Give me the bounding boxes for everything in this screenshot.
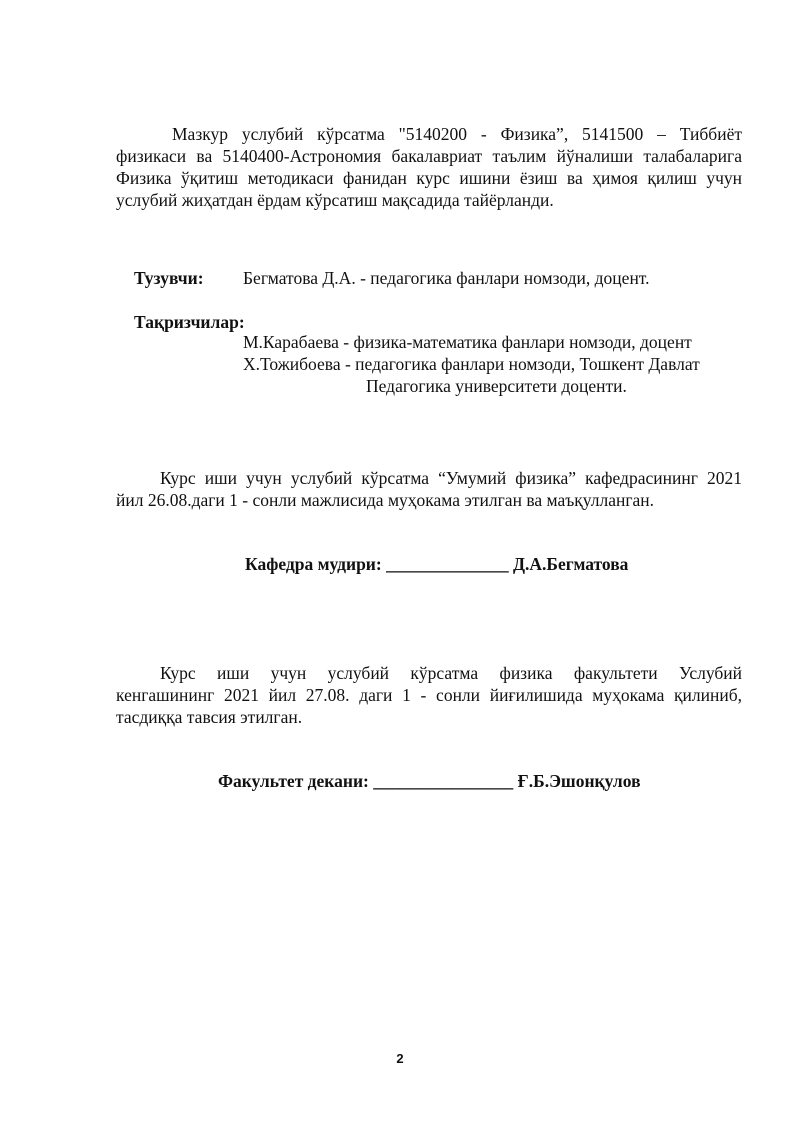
intro-line-1: Мазкур услубий кўрсатма "5140200 - Физика”, 5141500 – Тиббиёт	[172, 124, 742, 144]
reviewer-2: Х.Тожибоева - педагогика фанлари номзоди, Тошкент Давлат	[243, 354, 700, 374]
intro-line-3: Физика ўқитиш методикаси фанидан курс ишини ёзиш ва ҳимоя қилиш учун	[116, 168, 742, 188]
department-approval-line-1: Курс иши учун услубий кўрсатма “Умумий физика” кафедрасининг 2021	[160, 468, 742, 488]
department-approval-line-2: йил 26.08.даги 1 - сонли мажлисида муҳокама этилган ва маъқулланган.	[116, 490, 655, 510]
author-value: Бегматова Д.А. - педагогика фанлари номзоди, доцент.	[243, 268, 650, 288]
dean-label: Факультет декани:	[218, 771, 369, 791]
reviewers-label: Тақризчилар:	[134, 312, 245, 332]
reviewer-1: М.Карабаева - физика-математика фанлари номзоди, доцент	[243, 332, 692, 352]
faculty-approval-line-2: кенгашининг 2021 йил 27.08. даги 1 - сонли йиғилишида муҳокама қилиниб,	[116, 685, 742, 705]
intro-line-4: услубий жиҳатдан ёрдам кўрсатиш мақсадида тайёрланди.	[116, 190, 554, 210]
dean-name: Ғ.Б.Эшонқулов	[517, 771, 641, 791]
faculty-approval-line-1: Курс иши учун услубий кўрсатма физика факультети Услубий	[160, 663, 742, 683]
faculty-approval-paragraph	[116, 662, 742, 728]
intro-line-2: физикаси ва 5140400-Астрономия бакалавриат таълим йўналиши талабаларига	[116, 146, 742, 166]
department-head-signature	[245, 553, 628, 575]
department-head-label: Кафедра мудири:	[245, 554, 382, 574]
page-number: 2	[396, 1051, 404, 1066]
department-head-name: Д.А.Бегматова	[512, 554, 629, 574]
author-label: Тузувчи:	[134, 268, 204, 288]
faculty-approval-line-3: тасдиққа тавсия этилган.	[116, 707, 303, 727]
department-head-signature-line: ______________	[386, 554, 509, 574]
intro-paragraph	[116, 123, 742, 211]
dean-signature	[218, 770, 641, 792]
dean-signature-line: ________________	[373, 771, 514, 791]
department-approval-paragraph	[116, 467, 742, 511]
reviewer-2-continued: Педагогика университети доценти.	[366, 376, 627, 396]
